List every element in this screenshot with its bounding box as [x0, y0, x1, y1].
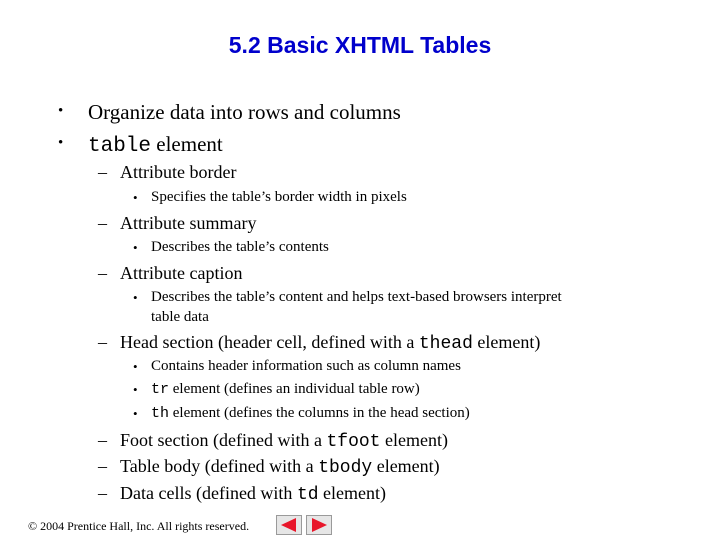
bullet-mark: •: [58, 135, 64, 151]
detail-text: Specifies the table’s border width in pixels: [151, 189, 407, 205]
sub-text: Data cells (defined with: [120, 483, 297, 503]
code-td: td: [296, 485, 319, 505]
code-tbody: tbody: [318, 458, 373, 478]
dash-mark: –: [98, 483, 107, 503]
code-th: th: [151, 405, 170, 422]
detail-text: element (defines the columns in the head section): [169, 405, 470, 421]
dash-mark: –: [98, 213, 107, 233]
detail-text: Contains header information such as column names: [151, 358, 461, 374]
bullet-mark: •: [133, 406, 138, 421]
dash-mark: –: [98, 263, 107, 283]
dash-mark: –: [98, 456, 107, 476]
sub-text: Head section (header cell, defined with a: [120, 332, 419, 352]
bullet-mark: •: [133, 240, 138, 255]
bullet-mark: •: [58, 103, 64, 119]
code-thead: thead: [418, 334, 473, 354]
sub-text: Attribute border: [120, 162, 237, 182]
detail-text: Describes the table’s contents: [151, 239, 329, 255]
sub-text: element): [372, 456, 440, 476]
sub-text: Table body (defined with a: [120, 456, 319, 476]
sub-text: Attribute summary: [120, 213, 257, 233]
detail-text: element (defines an individual table row): [169, 381, 420, 397]
bullet-mark: •: [133, 382, 138, 397]
slide-title: 5.2 Basic XHTML Tables: [228, 32, 492, 58]
sub-text: element): [472, 332, 541, 352]
dash-mark: –: [98, 430, 107, 450]
bullet-text: Organize data into rows and columns: [88, 100, 401, 124]
bullet-mark: •: [133, 359, 138, 374]
detail-text: table data: [151, 309, 209, 325]
bullet-mark: •: [133, 190, 138, 205]
bullet-mark: •: [133, 290, 138, 305]
sub-text: element): [380, 430, 448, 450]
dash-mark: –: [98, 332, 107, 352]
sub-text: Attribute caption: [120, 263, 243, 283]
code-tr: tr: [151, 381, 170, 398]
code-tfoot: tfoot: [326, 432, 381, 452]
dash-mark: –: [98, 162, 107, 182]
sub-text: element): [318, 483, 387, 503]
next-slide-icon[interactable]: [306, 515, 332, 535]
sub-text: Foot section (defined with a: [120, 430, 327, 450]
previous-slide-icon[interactable]: [276, 515, 302, 535]
code-table: table: [88, 135, 152, 158]
copyright-footer: © 2004 Prentice Hall, Inc. All rights reserved.: [28, 519, 250, 533]
detail-text: Describes the table’s content and helps text-based browsers interpret: [151, 289, 562, 305]
bullet-text: element: [151, 132, 223, 156]
